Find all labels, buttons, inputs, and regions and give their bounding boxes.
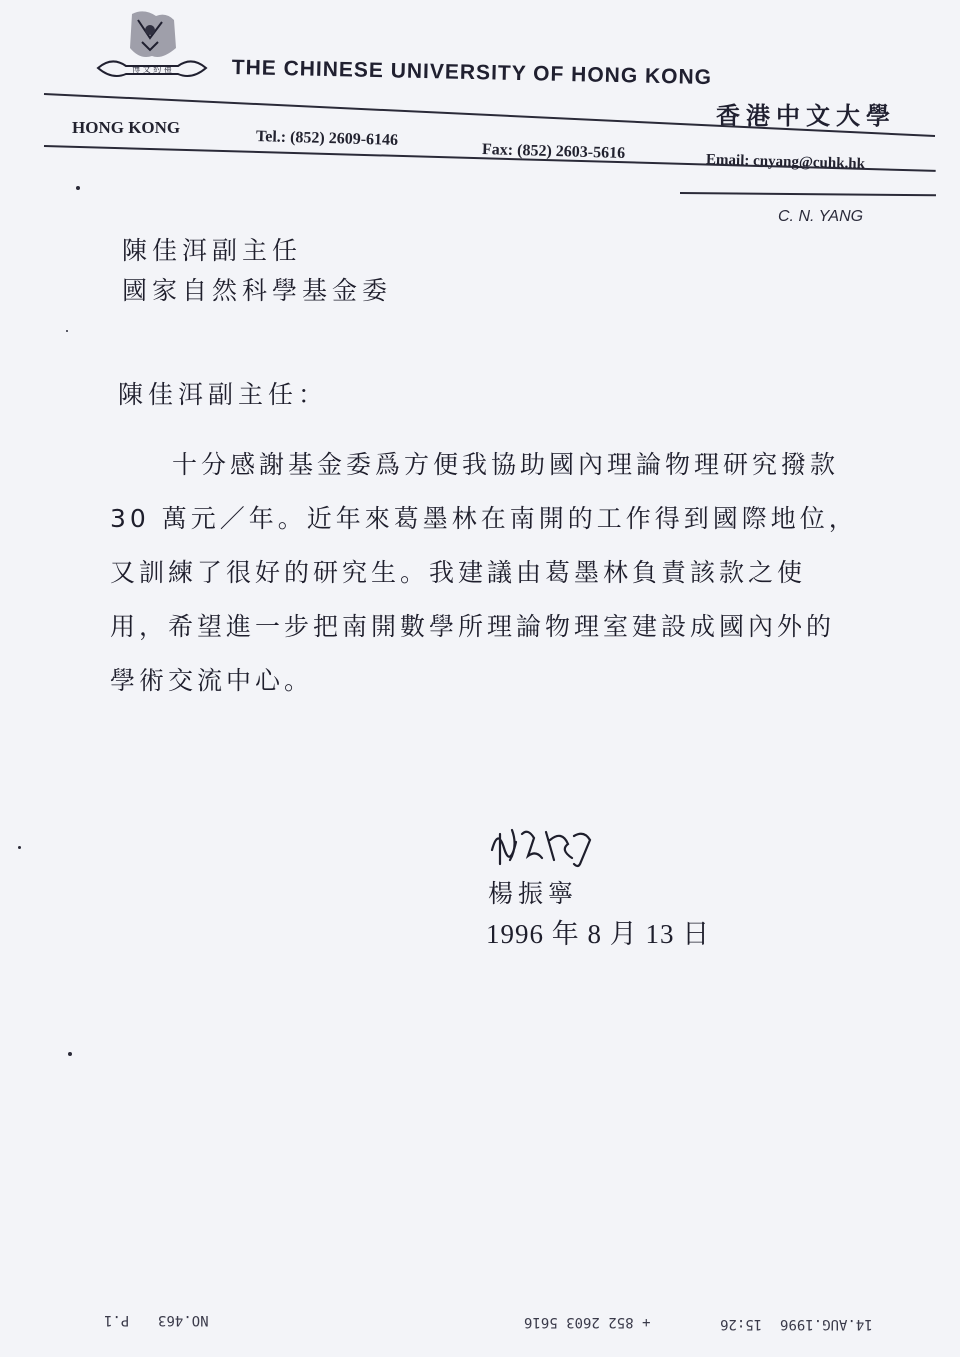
- university-name-en: THE CHINESE UNIVERSITY OF HONG KONG: [231, 56, 713, 90]
- handwritten-signature: [488, 820, 598, 870]
- fax-sender-number: + 852 2603 5616: [524, 1314, 651, 1330]
- body-line: 學術交流中心。: [110, 666, 314, 695]
- svg-text:博 文 約 禮: 博 文 約 禮: [132, 65, 172, 74]
- recipient-line-2: 國家自然科學基金委: [122, 276, 393, 305]
- fax-time: 15:26: [720, 1316, 763, 1332]
- scan-speck: [18, 846, 21, 849]
- recipient-line-1: 陳佳洱副主任: [122, 236, 303, 265]
- scan-speck: [68, 1052, 72, 1056]
- letterhead-tel: Tel.: (852) 2609-6146: [255, 128, 399, 149]
- body-line: 用，希望進一步把南開數學所理論物理室建設成國內外的: [110, 612, 836, 641]
- scan-speck: [76, 186, 80, 190]
- salutation: 陳佳洱副主任：: [118, 380, 329, 409]
- letter-body: [110, 448, 858, 718]
- university-crest-logo: [92, 8, 212, 86]
- letterhead-rule-bottom: [680, 192, 936, 196]
- letterhead-city: HONG KONG: [72, 118, 181, 137]
- letterhead-initials: C. N. YANG: [778, 208, 864, 225]
- fax-sequence-number: NO.463: [158, 1312, 209, 1328]
- letterhead-email: Email: cnyang@cuhk.hk: [705, 151, 866, 173]
- letter-date: 1996 年 8 月 13 日: [486, 919, 711, 949]
- letterhead-fax: Fax: (852) 2603-5616: [481, 141, 626, 162]
- university-name-cn: 香港中文大學: [716, 102, 896, 130]
- body-line: 十分感謝基金委爲方便我協助國內理論物理研究撥款: [172, 450, 840, 479]
- signer-name: 楊振寧: [488, 879, 579, 908]
- scan-speck: [66, 330, 68, 332]
- body-line: 30 萬元／年。近年來葛墨林在南開的工作得到國際地位，: [110, 504, 858, 533]
- body-line: 又訓練了很好的研究生。我建議由葛墨林負責該款之使: [110, 558, 807, 587]
- fax-page-number: P.1: [104, 1312, 130, 1328]
- fax-date: 14.AUG.1996: [780, 1316, 873, 1332]
